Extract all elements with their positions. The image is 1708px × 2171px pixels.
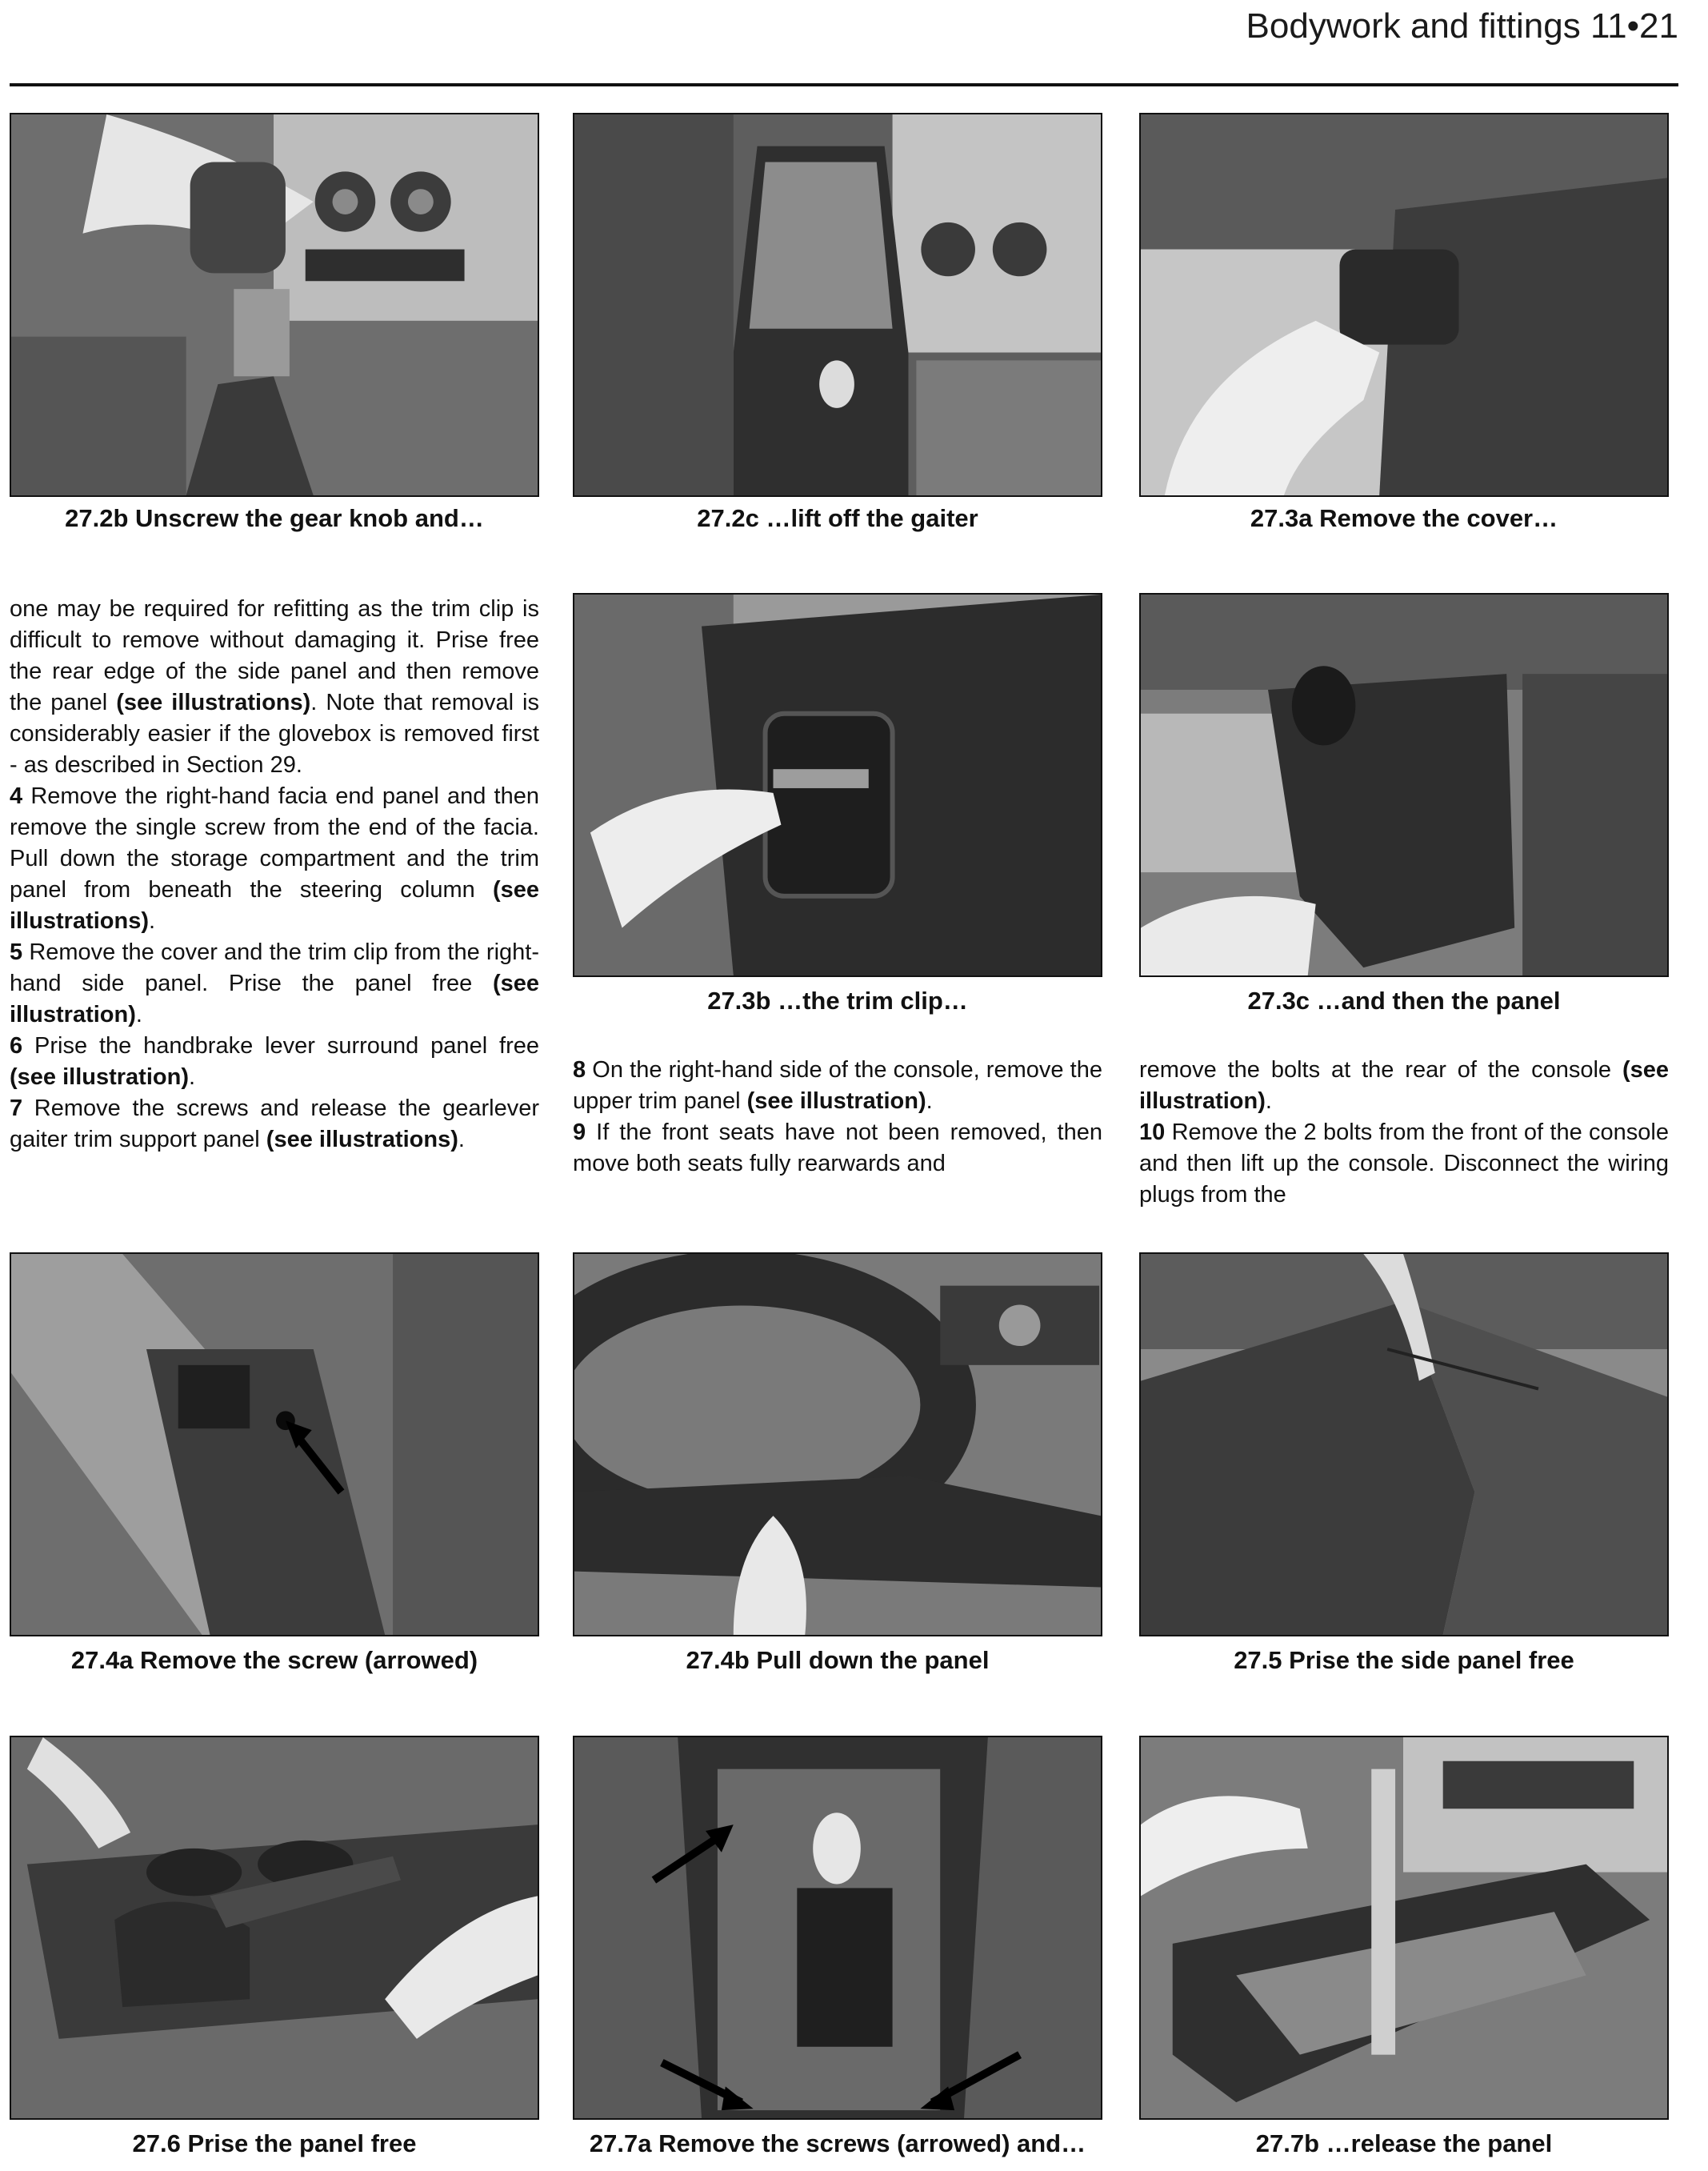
photo-27-5 (1139, 1252, 1669, 1636)
caption-27-2b: 27.2b Unscrew the gear knob and… (65, 504, 484, 532)
illustration-ref: (see illustration) (10, 1064, 189, 1090)
photo-27-3a (1139, 113, 1669, 497)
caption-27-3c: 27.3c …and then the panel (1247, 987, 1561, 1015)
illustration-ref: (see illustration) (746, 1088, 926, 1114)
page-header-title: Bodywork and fittings 11•21 (1246, 6, 1678, 46)
step-text: Remove the right-hand facia end panel and then remove the single screw from the end of the facia. Pull down the storage compartment and the trim panel from beneath the steering column (10, 783, 539, 903)
caption-27-4b: 27.4b Pull down the panel (686, 1646, 990, 1674)
illustration-ref: (see illustration) (1139, 1057, 1669, 1114)
photo-27-2c (573, 113, 1102, 497)
illustration-ref: (see illustrations) (266, 1127, 458, 1152)
period: . (135, 1002, 142, 1027)
body-text: one may be required for refitting as the trim clip is difficult to remove without damaging it. Prise free the rear edge of the side panel and then remove the panel (10, 596, 539, 715)
step-10 (1139, 1117, 1669, 1211)
text-column-3 (1139, 1055, 1669, 1211)
photo-27-7a (573, 1736, 1102, 2120)
text-column-1 (10, 594, 539, 1156)
period: . (926, 1088, 933, 1114)
step-7 (10, 1093, 539, 1156)
period: . (149, 908, 156, 934)
photo-27-2b (10, 113, 539, 497)
photo-27-7b (1139, 1736, 1669, 2120)
paragraph-continuation (10, 594, 539, 781)
caption-27-3a: 27.3a Remove the cover… (1250, 504, 1558, 532)
caption-27-4a: 27.4a Remove the screw (arrowed) (70, 1646, 478, 1674)
step-text: Remove the cover and the trim clip from the right-hand side panel. Prise the panel free (10, 939, 539, 996)
illustration-ref: (see illustrations) (116, 690, 311, 715)
step-6 (10, 1031, 539, 1093)
photo-27-4a (10, 1252, 539, 1636)
step-number: 10 (1139, 1120, 1166, 1145)
step-number: 5 (10, 939, 23, 965)
caption-27-5: 27.5 Prise the side panel free (1234, 1646, 1574, 1674)
illustration-ref: (see illustrations) (10, 877, 539, 934)
step-text: Remove the 2 bolts from the front of the console and then lift up the console. Disconnect the wiring plugs from the (1139, 1120, 1669, 1208)
step-number: 9 (573, 1120, 586, 1145)
illustration-ref: (see illustration) (10, 971, 539, 1027)
body-text: . Note that removal is considerably easier if the glovebox is removed first - as described in Section 29. (10, 690, 540, 778)
step-number: 7 (10, 1096, 23, 1121)
text-column-2 (573, 1055, 1102, 1180)
photo-27-6 (10, 1736, 539, 2120)
caption-27-2c: 27.2c …lift off the gaiter (697, 504, 978, 532)
caption-27-3b: 27.3b …the trim clip… (707, 987, 968, 1015)
period: . (1265, 1088, 1272, 1114)
step-8 (573, 1055, 1102, 1117)
caption-27-7a: 27.7a Remove the screws (arrowed) and… (589, 2129, 1086, 2157)
body-text: remove the bolts at the rear of the console (1139, 1057, 1622, 1083)
photo-27-3b (573, 593, 1102, 977)
step-9 (573, 1117, 1102, 1180)
photo-27-3c (1139, 593, 1669, 977)
step-number: 4 (10, 783, 23, 809)
photo-27-4b (573, 1252, 1102, 1636)
period: . (189, 1064, 196, 1090)
period: . (458, 1127, 465, 1152)
step-number: 6 (10, 1033, 23, 1059)
caption-27-7b: 27.7b …release the panel (1255, 2129, 1553, 2157)
step-5 (10, 937, 539, 1031)
header-rule (10, 83, 1678, 86)
step-text: Remove the screws and release the gearlever gaiter trim support panel (10, 1096, 539, 1152)
step-number: 8 (573, 1057, 586, 1083)
step-4 (10, 781, 539, 937)
step-text: If the front seats have not been removed, then move both seats fully rearwards and (573, 1120, 1102, 1176)
paragraph-continuation (1139, 1055, 1669, 1117)
step-text: On the right-hand side of the console, remove the upper trim panel (573, 1057, 1102, 1114)
step-text: Prise the handbrake lever surround panel free (22, 1033, 539, 1059)
caption-27-6: 27.6 Prise the panel free (132, 2129, 417, 2157)
